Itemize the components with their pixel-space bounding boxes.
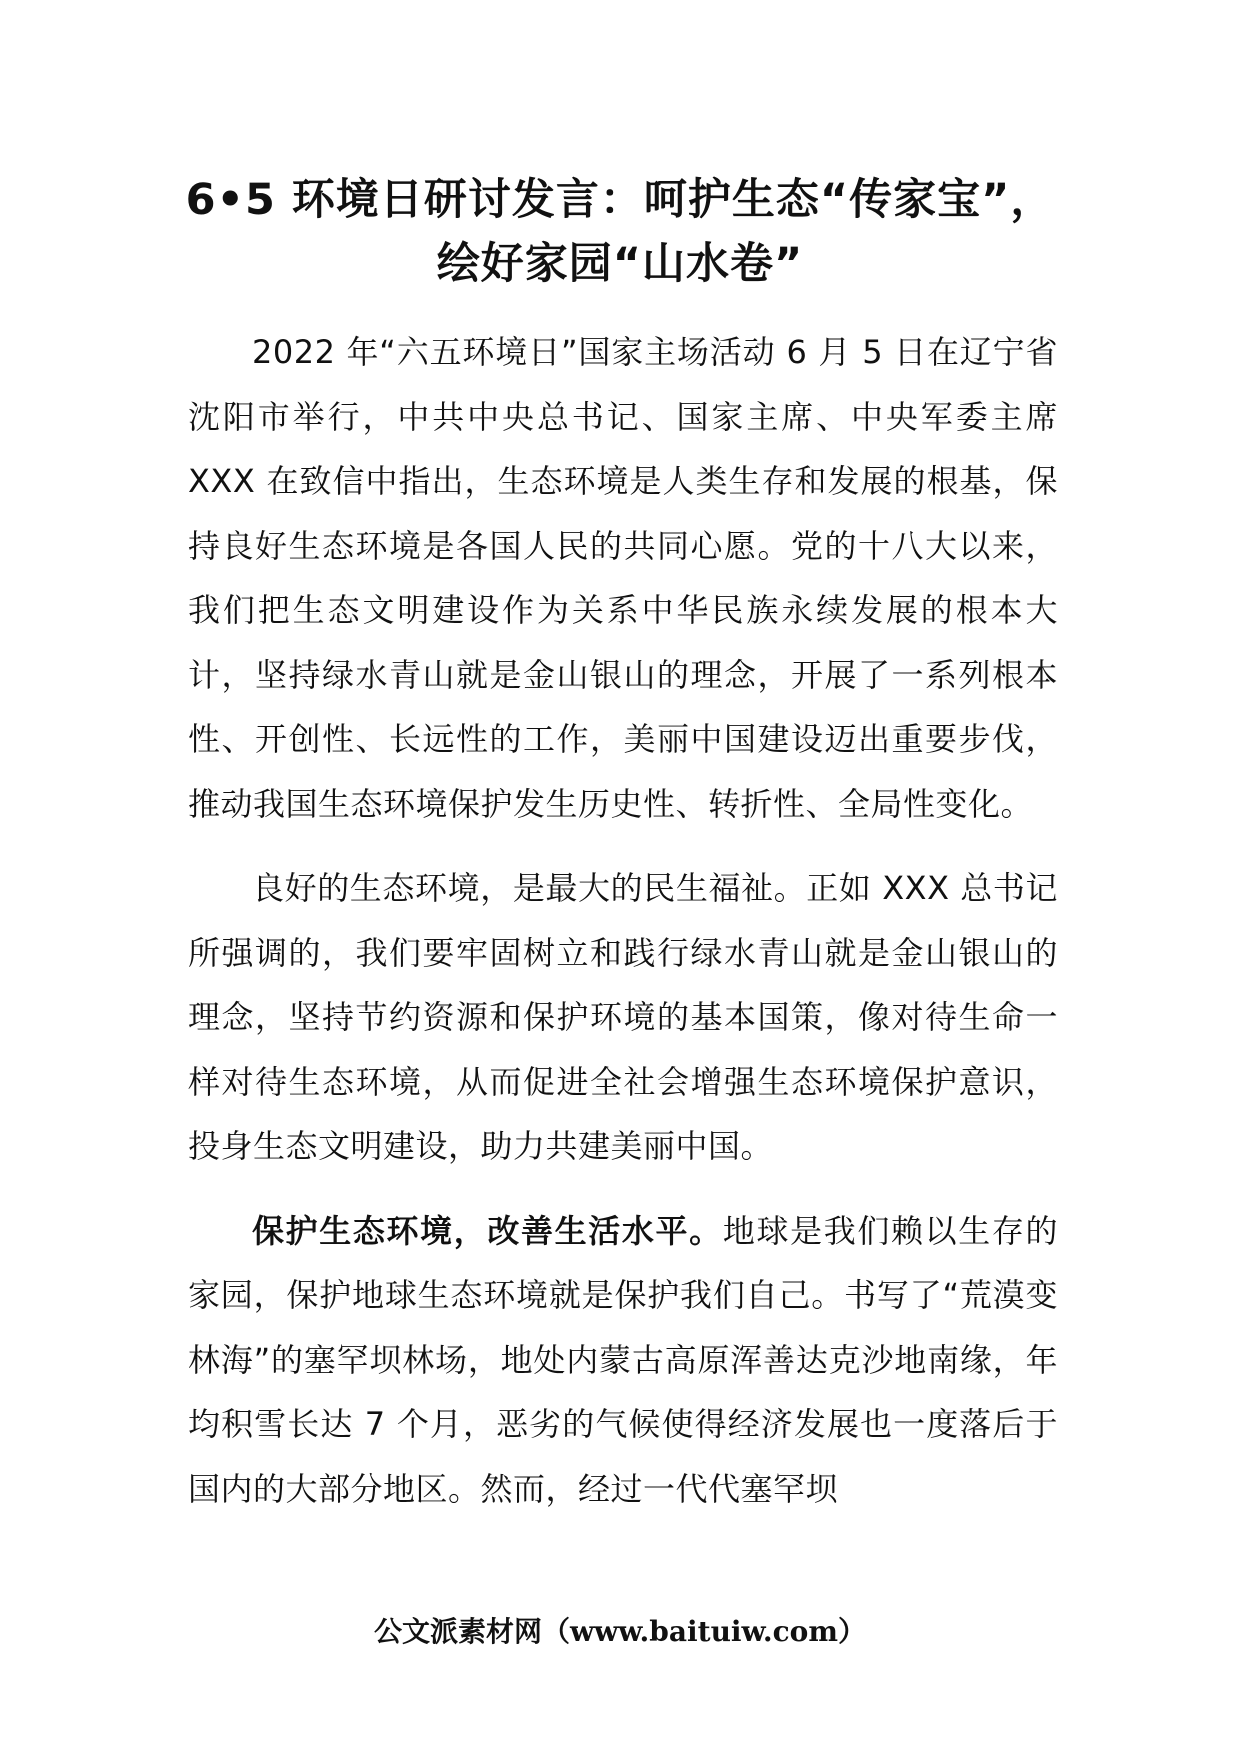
- footer-source: 公文派素材网（www.baituiw.com）: [374, 1615, 866, 1648]
- paragraph-1: [188, 320, 1058, 836]
- paragraph-2: [188, 856, 1058, 1179]
- paragraph-3: [188, 1199, 1058, 1522]
- paragraph-1-text: 2022 年“六五环境日”国家主场活动 6 月 5 日在辽宁省沈阳市举行，中共中央总书记、国家主席、中央军委主席 XXX 在致信中指出，生态环境是人类生存和发展的根基，保持良好生态环境是各国人民的共同心愿。党的十八大以来，我们把生态文明建设作为关系中华民族永续发展的根本大计，坚持绿水青山就是金山银山的理念，开展了一系列根本性、开创性、长远性的工作，美丽中国建设迈出重要步伐，推动我国生态环境保护发生历史性、转折性、全局性变化。: [188, 333, 1058, 823]
- paragraph-2-text: 良好的生态环境，是最大的民生福祉。正如 XXX 总书记所强调的，我们要牢固树立和践行绿水青山就是金山银山的理念，坚持节约资源和保护环境的基本国策，像对待生命一样对待生态环境，从而促进全社会增强生态环境保护意识，投身生态文明建设，助力共建美丽中国。: [188, 869, 1058, 1165]
- title-line-2: 绘好家园“山水卷”: [436, 239, 804, 289]
- title-line-1: 6•5 环境日研讨发言：呵护生态“传家宝”，: [185, 175, 1055, 225]
- document-body: [188, 320, 1058, 1541]
- paragraph-3-bold-lead: 保护生态环境，改善生活水平。: [252, 1211, 723, 1250]
- paragraph-3-text: 地球是我们赖以生存的家园，保护地球生态环境就是保护我们自己。书写了“荒漠变林海”的塞罕坝林场，地处内蒙古高原浑善达克沙地南缘，年均积雪长达 7 个月，恶劣的气候使得经济发展也一度落后于国内的大部分地区。然而，经过一代代塞罕坝: [188, 1211, 1058, 1508]
- document-title: [150, 168, 1090, 296]
